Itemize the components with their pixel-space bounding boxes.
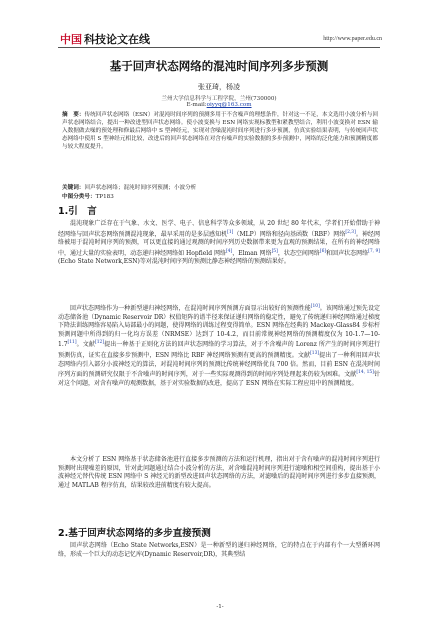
paragraph-text: 提出一种基于正则化方法的回声状态网络的学习算法，对于不含噪声的 Lorenz 所产生的时间序列进行预测仿真，证实在直接多步预测中，ESN 网络比 RBF 神经网络预测有更高的预测精度。文献 bbox=[58, 341, 380, 359]
paragraph-text: -4.2 bbox=[224, 330, 236, 338]
citation-ref[interactable]: [5] bbox=[271, 248, 278, 254]
paragraph-text: ，状态空间网络 bbox=[277, 249, 320, 257]
abstract-label: 摘 要： bbox=[62, 112, 85, 118]
keywords-label: 关键词： bbox=[62, 185, 85, 191]
paragraph-text: -1.7 bbox=[58, 330, 380, 349]
citation-ref[interactable]: [14, 15] bbox=[356, 370, 374, 376]
paragraph-text: (Echo State Network,ESN)等对混沌时间序列的预测比静态神经网络的预测结果好。 bbox=[58, 258, 290, 266]
logo-prefix: 中国 bbox=[60, 33, 82, 46]
paragraph-text: 本文分析了 ESN 网络基于状态储备池进行直接多步预测的方法和运行机理，指出对于含有噪声的混沌时间序列进行预测时出现噪差的原因，针对此问题通过结合小波分析的方法，对含噪混沌时间序列进行滤噪和相空间重构，提出基于小波神经元替代传统 ESN 网络中 S 神经元的新型改进回声状态网络的方法，对滤噪后的混沌时间序列进行多步直接预测，通过 MATLAB 程序仿真，结果较改进前精度有较大提高。 bbox=[58, 456, 380, 489]
citation-ref[interactable]: [2,3] bbox=[345, 229, 356, 235]
paper-affiliation: 兰州大学信息科学与工程学院，兰州(730000) bbox=[161, 96, 277, 102]
paragraph-text: 针对这个问题，对含有噪声的观测数据，基于对实验数据的改进，提高了 ESN 网络在实际工程应用中的预测精度。 bbox=[58, 371, 380, 387]
email-label: E-mail: bbox=[186, 102, 207, 108]
paper-email bbox=[58, 102, 380, 108]
paragraph-text: —10 bbox=[364, 330, 378, 338]
paragraph-text: -1.7 bbox=[352, 330, 365, 338]
paragraph-text: 提出了一种利用回声状态网络内引入部分小波神经元的算法，对混沌时间序列的预测比传统神经网络优良 700 倍。然而，目前 ESN 在混沌时间序列方面的预测研究仅限于不含噪声的时间序列，对于一些实际观测得到的时间序列处理起来仍较为困难。文献 bbox=[58, 351, 380, 379]
paragraph-text: 回声状态网络作为一种新型递归神经网络，在混沌时间序列预测方面显示出较好的预测性能 bbox=[70, 305, 311, 312]
clc-text: TP183 bbox=[95, 194, 114, 200]
body-paragraph bbox=[58, 220, 380, 267]
citation-ref[interactable]: [12] bbox=[95, 340, 105, 346]
citation-ref[interactable]: [13] bbox=[310, 350, 320, 356]
page-header bbox=[0, 0, 440, 44]
paragraph-text: 和回声状态网络 bbox=[326, 249, 369, 257]
paragraph-text: ，Elman 网络 bbox=[232, 249, 272, 257]
citation-ref[interactable]: [6] bbox=[319, 248, 327, 254]
section-heading-intro: 1.引 言 bbox=[58, 206, 97, 217]
citation-ref[interactable]: [11] bbox=[67, 340, 77, 346]
journal-logo bbox=[60, 33, 150, 45]
body-paragraph bbox=[58, 303, 380, 388]
paragraph-text: 混沌现象广泛存在于气象、水文、医学、电子、信息科学等众多领域，从 20 世纪 80 年代末，学者们开始借助于神经网络与回声状态网络预测混沌现象，最早采用的是多层感知机 bbox=[58, 220, 380, 238]
body-paragraph bbox=[58, 456, 380, 490]
logo-name: 科技论文在线 bbox=[84, 33, 150, 46]
paragraph-text: 。神经网络被用于混沌时间序列的预测，可以更直接的通过观测的时间序列历史数据带来更为直观的预测结果，在所有的神经网络中，通过大量的实验表明，动态递归神经网络如 Hopfield 网络 bbox=[58, 230, 380, 257]
paragraph-text: ，而目前常规神经网络的预测精度仅为 10 bbox=[235, 330, 353, 338]
citation-ref[interactable]: [10] bbox=[310, 304, 320, 309]
paragraph-text: 。文献 bbox=[76, 341, 96, 349]
classification-number bbox=[62, 192, 378, 200]
section-heading-method: 2.基于回声状态网络的多步直接预测 bbox=[58, 528, 211, 539]
abstract-text: 传统回声状态网络（ESN）对混沌时间序列的预测多用于不含噪声的理想条件，针对这一不足，本文选用小波分析与回声状态网络结合，提出一种改进型回声状态网络。使小波变换与 ESN 网络实现标教型和紧教型结合，利用小波变换对 ESN 输入数据做去噪的预处理和修最后网络中 S 型神经元，实现对含噪混沌时间序列进行多步预测，仿真实验结果表明，与传统回声状态网络中使用 S 型神经元相比较，改进后的回声状态网络在对含有噪声的实验数据的多步预测中，网络的泛化能力和预测精度都与较大程度提升。 bbox=[62, 112, 378, 150]
citation-ref[interactable]: [1] bbox=[227, 229, 234, 235]
citation-ref[interactable]: [4] bbox=[225, 248, 233, 254]
keywords bbox=[62, 183, 378, 191]
body-paragraph bbox=[58, 542, 380, 559]
keywords-text: 回声状态网络；混沌时间序列预测；小波分析 bbox=[84, 185, 197, 191]
abstract bbox=[62, 111, 378, 151]
paragraph-text: 。该网络通过预先设定动态储备池（Dynamic Reservoir DR）权值矩阵的谱半径来保证递归网络的稳定性，避免了传统递归神经网络通过梯度下降法训练网络容易陷入局部最小的问题，使得网络的训练过程变得简单。ESN 网络在经典的 Mackey-Glass84 步标杆预测问题中所得到的归一化均方误差（NRMSE）达到了 10 bbox=[58, 305, 380, 338]
paragraph-text: 回声状态网络（Echo State Networks,ESN）是一种新型的递归神经网络，它的特点在于内部有个一大型循环网络，形成一个巨大的动态记忆库(Dynamic Reservoir,DR)，其典型结 bbox=[58, 542, 380, 558]
email-link[interactable]: oiyyq@163.com bbox=[206, 102, 252, 108]
clc-label: 中图分类号： bbox=[62, 194, 96, 200]
citation-ref[interactable]: [7, 9] bbox=[368, 248, 380, 254]
header-url-link[interactable]: http://www.paper.edu.cn bbox=[323, 36, 382, 42]
page-number: -1- bbox=[216, 604, 224, 610]
paper-title: 基于回声状态网络的混沌时间序列多步预测 bbox=[109, 59, 329, 73]
paper-authors: 张亚琦，杨凌 bbox=[198, 83, 240, 91]
paragraph-text: （MLP）网络和径向基函数（RBF）网络 bbox=[233, 230, 346, 238]
header-divider bbox=[58, 47, 380, 48]
